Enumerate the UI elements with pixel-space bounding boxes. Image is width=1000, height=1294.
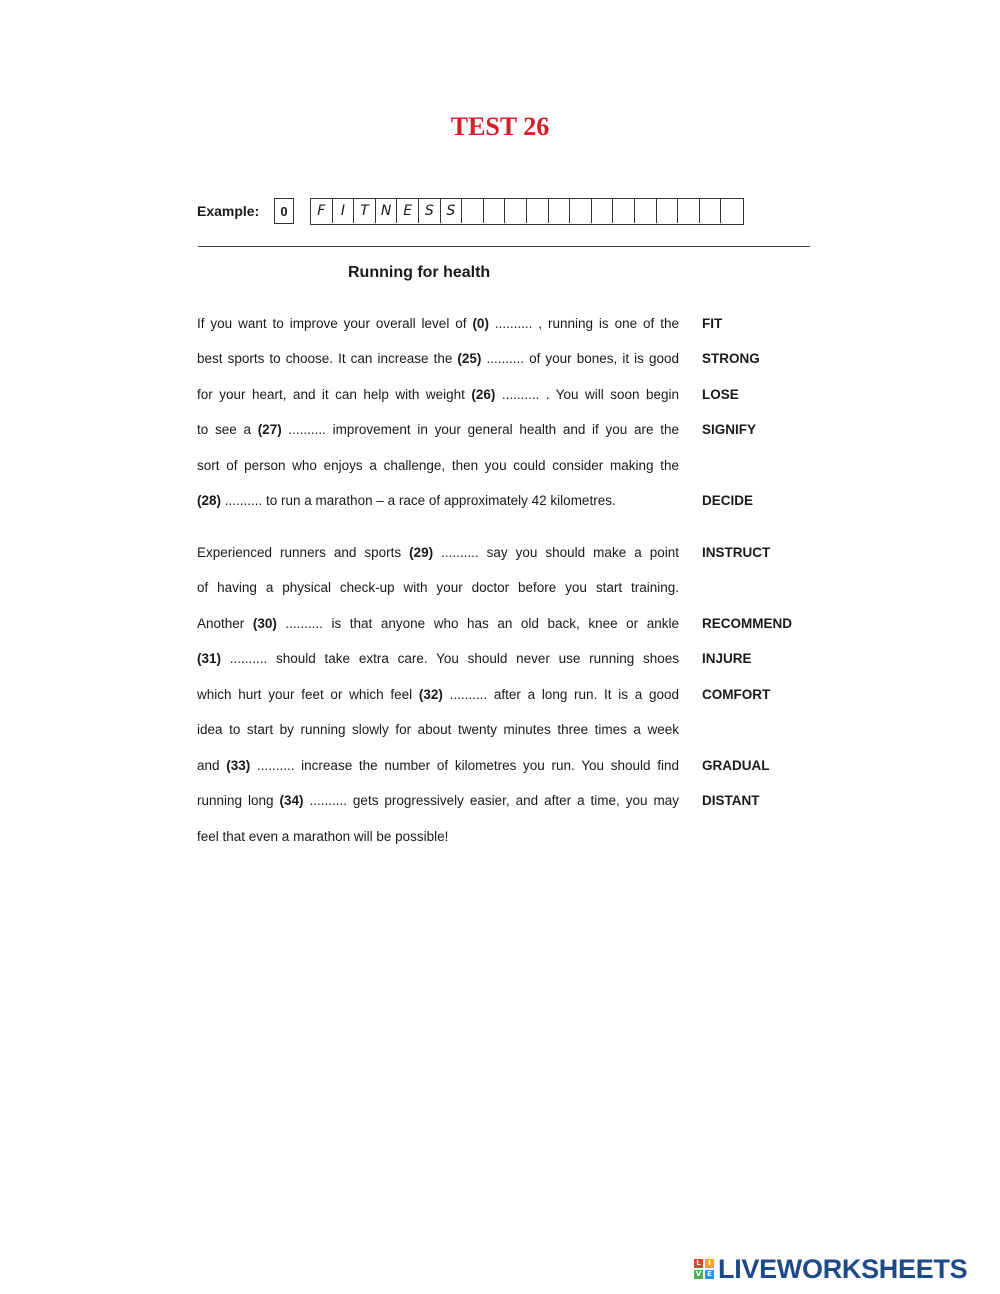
passage-line: (28) .......... to run a marathon – a race of approximately 42 kilometres. bbox=[197, 493, 616, 508]
letter-box bbox=[678, 199, 700, 223]
stem-word: SIGNIFY bbox=[702, 422, 757, 437]
passage-line: of having a physical check-up with your doctor before you start training. bbox=[197, 580, 679, 595]
passage-line: feel that even a marathon will be possible! bbox=[197, 829, 449, 844]
passage-line: best sports to choose. It can increase the (25) .......... of your bones, it is good bbox=[197, 351, 679, 366]
passage-line: (31) .......... should take extra care. You should never use running shoes bbox=[197, 651, 679, 666]
letter-box bbox=[657, 199, 679, 223]
letter-box: F bbox=[311, 199, 333, 223]
example-number-box: 0 bbox=[274, 198, 294, 224]
logo-tile: V bbox=[695, 1270, 702, 1278]
passage-line: to see a (27) .......... improvement in your general health and if you are the bbox=[197, 422, 679, 437]
passage-line: sort of person who enjoys a challenge, then you could consider making the bbox=[197, 458, 679, 473]
divider-line bbox=[198, 246, 810, 247]
answer-letter-boxes bbox=[310, 198, 744, 225]
liveworksheets-logo bbox=[694, 1254, 967, 1284]
letter-box bbox=[721, 199, 743, 223]
letter-box bbox=[549, 199, 571, 223]
logo-icon bbox=[694, 1259, 714, 1279]
stem-word: INJURE bbox=[702, 651, 752, 666]
stem-word: GRADUAL bbox=[702, 758, 770, 773]
passage-line: for your heart, and it can help with weight (26) .......... . You will soon begin bbox=[197, 387, 680, 402]
example-label: Example: bbox=[197, 203, 260, 219]
letter-box: S bbox=[441, 199, 463, 223]
test-title: TEST 26 bbox=[450, 112, 550, 141]
letter-box: I bbox=[333, 199, 355, 223]
letter-box bbox=[635, 199, 657, 223]
logo-tile: L bbox=[694, 1259, 703, 1268]
passage-line: Experienced runners and sports (29) .......... say you should make a point bbox=[197, 545, 679, 560]
letter-box: T bbox=[354, 199, 376, 223]
letter-box bbox=[462, 199, 484, 223]
stem-word: COMFORT bbox=[702, 687, 771, 702]
stem-word: FIT bbox=[702, 316, 723, 331]
stem-word: INSTRUCT bbox=[702, 545, 771, 560]
stem-word: LOSE bbox=[702, 387, 739, 402]
letter-box bbox=[613, 199, 635, 223]
letter-box bbox=[592, 199, 614, 223]
passage-line: If you want to improve your overall level of (0) .......... , running is one of the bbox=[197, 316, 679, 331]
passage-line: which hurt your feet or which feel (32) .......... after a long run. It is a good bbox=[197, 687, 679, 702]
stem-word: STRONG bbox=[702, 351, 760, 366]
stem-word: RECOMMEND bbox=[702, 616, 792, 631]
passage-line: idea to start by running slowly for about twenty minutes three times a week bbox=[197, 722, 679, 737]
passage-line: and (33) .......... increase the number of kilometres you run. You should find bbox=[197, 758, 679, 773]
letter-box bbox=[527, 199, 549, 223]
stem-word: DISTANT bbox=[702, 793, 760, 808]
letter-box bbox=[484, 199, 506, 223]
logo-tile: E bbox=[705, 1270, 714, 1279]
letter-box: E bbox=[397, 199, 419, 223]
letter-box: N bbox=[376, 199, 398, 223]
passage-title: Running for health bbox=[348, 264, 491, 281]
letter-box bbox=[570, 199, 592, 223]
letter-box: S bbox=[419, 199, 441, 223]
logo-tile: I bbox=[705, 1259, 714, 1268]
logo-text: LIVEWORKSHEETS bbox=[718, 1253, 968, 1284]
passage-line: Another (30) .......... is that anyone who has an old back, knee or ankle bbox=[197, 616, 679, 631]
stem-word: DECIDE bbox=[702, 493, 754, 508]
letter-box bbox=[505, 199, 527, 223]
letter-box bbox=[700, 199, 722, 223]
passage-line: running long (34) .......... gets progressively easier, and after a time, you may bbox=[197, 793, 680, 808]
